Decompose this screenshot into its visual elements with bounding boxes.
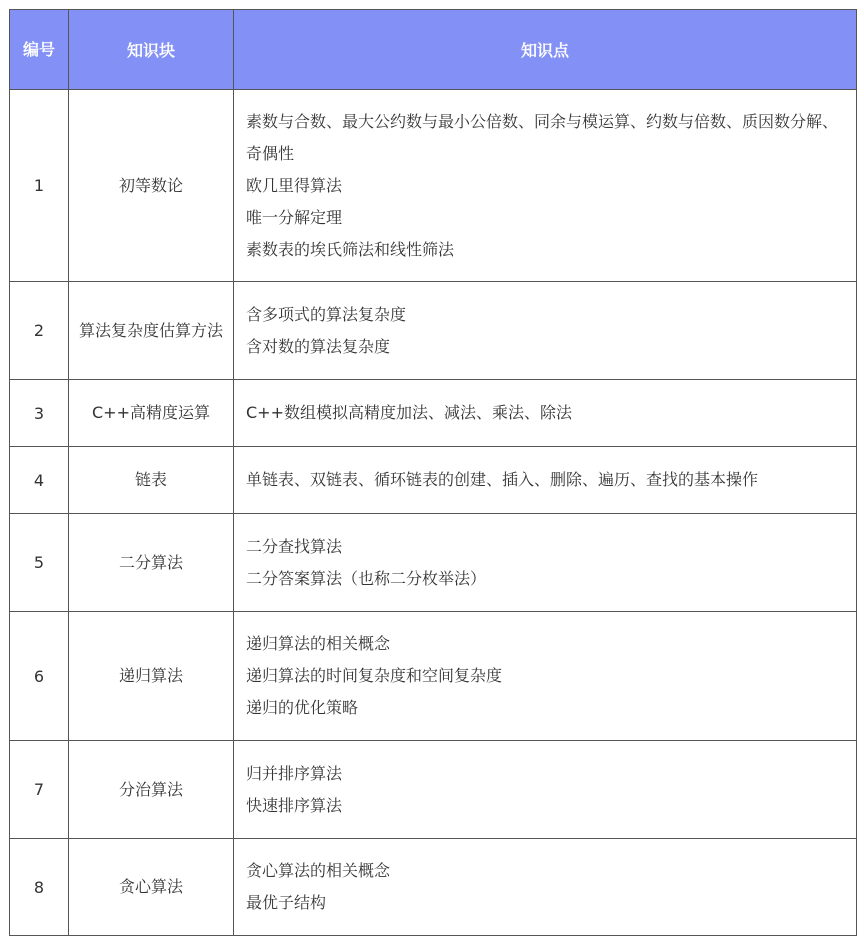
- table-header-row: [10, 10, 857, 90]
- block-label: 贪心算法: [118, 877, 183, 896]
- knowledge-point: 二分查找算法: [246, 536, 343, 556]
- row-number: 4: [10, 447, 69, 514]
- header-number: 编号: [10, 10, 69, 90]
- table-row: [10, 612, 857, 741]
- row-number: 3: [10, 380, 69, 447]
- knowledge-point: 递归的优化策略: [246, 698, 359, 717]
- row-knowledge-points: [234, 380, 857, 447]
- knowledge-point: 快速排序算法: [246, 795, 343, 815]
- knowledge-point: C++数组模拟高精度加法、减法、乘法、除法: [246, 403, 572, 422]
- table-row: [10, 380, 857, 447]
- knowledge-point: 递归算法的时间复杂度和空间复杂度: [246, 666, 503, 685]
- knowledge-point: 唯一分解定理: [246, 207, 343, 227]
- table-row: [10, 282, 857, 380]
- row-knowledge-points: [234, 839, 857, 936]
- header-knowledge-block: 知识块: [69, 10, 234, 90]
- row-knowledge-block: [69, 612, 234, 741]
- block-label: 链表: [134, 470, 167, 489]
- row-knowledge-block: [69, 90, 234, 282]
- table-row: [10, 514, 857, 612]
- knowledge-point: 素数与合数、最大公约数与最小公倍数、同余与模运算、约数与倍数、质因数分解、奇偶性: [246, 111, 839, 163]
- row-knowledge-block: [69, 282, 234, 380]
- knowledge-point: 含对数的算法复杂度: [246, 336, 391, 356]
- row-number: 8: [10, 839, 69, 936]
- block-label: 递归算法: [118, 666, 183, 685]
- row-number: 2: [10, 282, 69, 380]
- row-knowledge-block: [69, 839, 234, 936]
- block-label: 分治算法: [118, 779, 183, 799]
- table-row: [10, 741, 857, 839]
- row-knowledge-points: [234, 282, 857, 380]
- knowledge-point: 单链表、双链表、循环链表的创建、插入、删除、遍历、查找的基本操作: [246, 470, 759, 489]
- row-number: 5: [10, 514, 69, 612]
- row-knowledge-points: [234, 741, 857, 839]
- row-number: 7: [10, 741, 69, 839]
- knowledge-point: 递归算法的相关概念: [246, 634, 391, 653]
- table-row: [10, 90, 857, 282]
- row-knowledge-block: [69, 447, 234, 514]
- knowledge-point: 含多项式的算法复杂度: [246, 304, 407, 324]
- knowledge-table-container: [9, 9, 857, 936]
- knowledge-point: 贪心算法的相关概念: [246, 861, 391, 880]
- row-number: 1: [10, 90, 69, 282]
- knowledge-table: [9, 9, 857, 936]
- row-knowledge-points: [234, 447, 857, 514]
- row-knowledge-block: [69, 741, 234, 839]
- knowledge-point: 二分答案算法（也称二分枚举法）: [246, 568, 487, 588]
- row-knowledge-block: [69, 380, 234, 447]
- row-number: 6: [10, 612, 69, 741]
- header-knowledge-points: 知识点: [234, 10, 857, 90]
- knowledge-point: 素数表的埃氏筛法和线性筛法: [246, 239, 455, 259]
- table-row: [10, 447, 857, 514]
- block-label: 算法复杂度估算方法: [79, 320, 224, 340]
- knowledge-point: 归并排序算法: [246, 763, 343, 783]
- row-knowledge-points: [234, 90, 857, 282]
- block-label: 初等数论: [118, 175, 183, 195]
- row-knowledge-points: [234, 612, 857, 741]
- row-knowledge-points: [234, 514, 857, 612]
- table-row: [10, 839, 857, 936]
- block-label: C++高精度运算: [92, 403, 210, 422]
- block-label: 二分算法: [118, 552, 183, 572]
- knowledge-point: 欧几里得算法: [246, 175, 343, 195]
- knowledge-point: 最优子结构: [246, 893, 327, 912]
- row-knowledge-block: [69, 514, 234, 612]
